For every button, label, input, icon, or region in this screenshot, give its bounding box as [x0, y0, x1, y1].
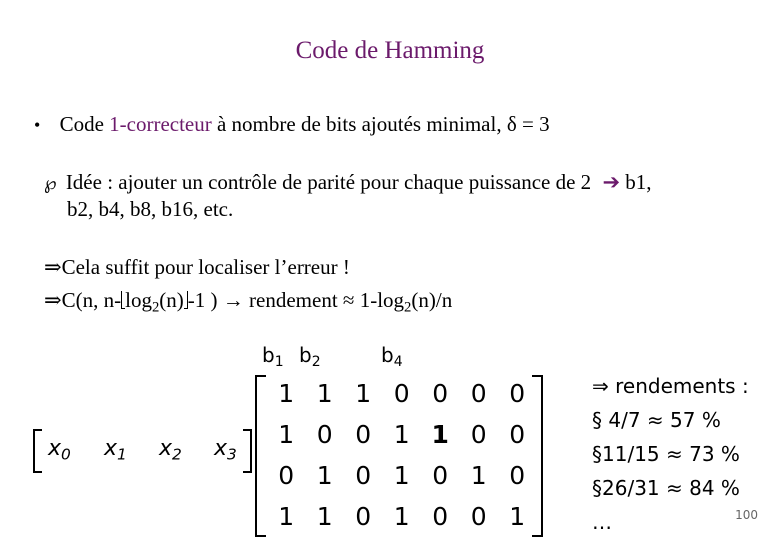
- formula-part5: rendement ≈ 1-log: [243, 288, 405, 312]
- matrix-right-bracket: [532, 375, 543, 537]
- matrix-cell: 1: [278, 502, 295, 531]
- bullet-2-line2: b2, b4, b8, b16, etc.: [67, 197, 234, 221]
- vector-x2: $x_2$: [159, 436, 182, 464]
- column-label-b2: $b_2$: [299, 343, 321, 371]
- rendements-heading: ⇒ rendements :: [592, 374, 749, 398]
- arrow-right-icon: ➔: [602, 170, 621, 194]
- bullet-1-post: à nombre de bits ajoutés minimal, δ = 3: [211, 112, 550, 136]
- slide-title: Code de Hamming: [295, 37, 485, 64]
- matrix-cell: 0: [470, 379, 487, 408]
- formula-sub1: 2: [151, 299, 160, 316]
- matrix-cell: 0: [393, 379, 410, 408]
- vector-x0: $x_0$: [48, 436, 71, 464]
- matrix-cell: 0: [278, 461, 295, 490]
- bullet-3-text: Cela suffit pour localiser l’erreur !: [61, 255, 350, 279]
- page-number: 100: [735, 508, 758, 522]
- matrix-cell: 1: [278, 379, 295, 408]
- matrix-left-bracket: [255, 375, 266, 537]
- matrix-cell: 0: [509, 420, 526, 449]
- bullet-marker: •: [34, 115, 41, 135]
- matrix-cell: 1: [316, 502, 333, 531]
- implies-icon: ⇒: [44, 288, 62, 312]
- arrow-right-icon: →: [222, 288, 244, 312]
- matrix-cell: 0: [509, 379, 526, 408]
- formula-part4: -1 ): [187, 288, 218, 312]
- matrix-cell: 0: [432, 379, 449, 408]
- bullet-2-line1: Idée : ajouter un contrôle de parité pour chaque puissance de 2: [65, 170, 592, 194]
- rendements-list: [592, 369, 749, 539]
- generator-matrix: [255, 373, 545, 539]
- matrix-cell: 1: [470, 461, 487, 490]
- formula-part6: (n)/n: [411, 288, 453, 312]
- bullet-1: [34, 111, 550, 138]
- formula-sub2: 2: [404, 299, 412, 316]
- matrix-cell: 1: [431, 420, 449, 449]
- vector-right-bracket: [243, 429, 252, 473]
- matrix-cell: 0: [509, 461, 526, 490]
- matrix-cell: 1: [393, 502, 410, 531]
- matrix-cell: 1: [278, 420, 295, 449]
- rendement-item: §26/31 ≈ 84 %: [592, 476, 740, 500]
- matrix-row: [267, 455, 537, 496]
- vector-x1: $x_1$: [104, 436, 127, 464]
- matrix-cell: 1: [393, 420, 410, 449]
- matrix-cell: 0: [355, 420, 372, 449]
- bullet-1-pre: Code: [59, 112, 110, 136]
- bullet-4: [44, 287, 453, 316]
- matrix-row: [267, 414, 537, 455]
- vector-x3: $x_3$: [214, 436, 237, 464]
- matrix-cell: 1: [316, 461, 333, 490]
- matrix-cell: 1: [316, 379, 333, 408]
- matrix-cell: 1: [509, 502, 526, 531]
- matrix-cell: 0: [432, 502, 449, 531]
- bullet-3: [44, 254, 350, 280]
- matrix-cell: 0: [316, 420, 333, 449]
- rendements-ellipsis: …: [592, 510, 612, 534]
- matrix-row: [267, 496, 537, 537]
- matrix-cell: 0: [432, 461, 449, 490]
- column-label-b4: $b_4$: [381, 343, 403, 371]
- bullet-1-highlight: 1-correcteur: [109, 112, 212, 136]
- rendement-item: §11/15 ≈ 73 %: [592, 442, 740, 466]
- matrix-cell: 0: [470, 502, 487, 531]
- matrix-table: [267, 373, 537, 537]
- implies-icon: ⇒: [44, 255, 62, 279]
- formula-part1: C(n, n-: [61, 288, 122, 312]
- matrix-cell: 0: [470, 420, 487, 449]
- p-symbol-icon: ℘: [44, 173, 57, 193]
- formula-part3: (n): [159, 288, 184, 312]
- matrix-row: [267, 373, 537, 414]
- matrix-cell: 0: [355, 461, 372, 490]
- matrix-cell: 1: [355, 379, 372, 408]
- vector-left-bracket: [33, 429, 42, 473]
- rendement-item: § 4/7 ≈ 57 %: [592, 408, 721, 432]
- column-label-b1: $b_1$: [262, 343, 284, 371]
- matrix-cell: 0: [355, 502, 372, 531]
- bullet-2: [44, 169, 652, 196]
- bullet-2-line1-end: b1,: [625, 170, 652, 194]
- formula-log: log: [125, 288, 152, 312]
- matrix-cell: 1: [393, 461, 410, 490]
